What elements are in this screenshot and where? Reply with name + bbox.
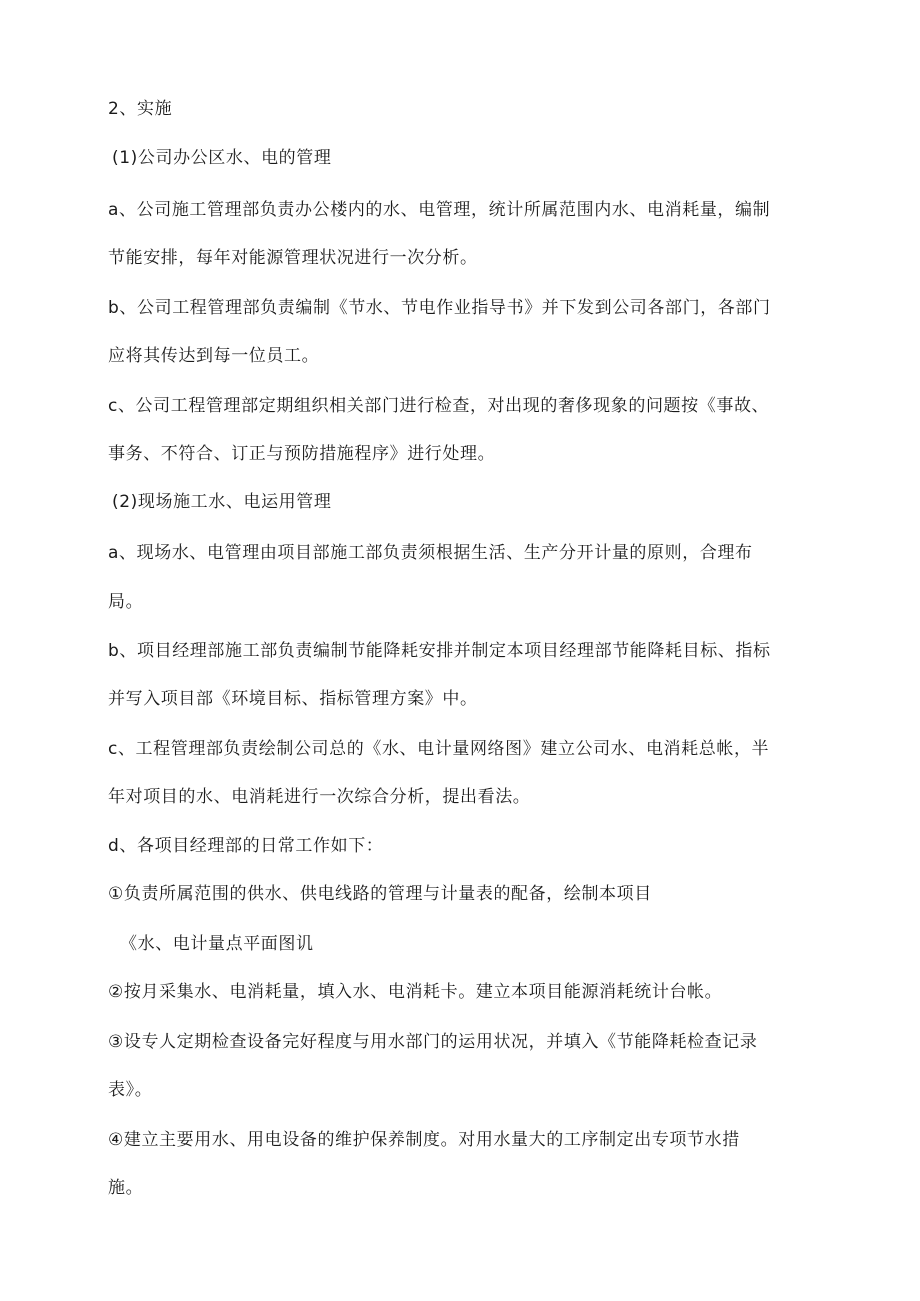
paragraph-line: b、公司工程管理部负责编制《节水、节电作业指导书》并下发到公司各部门，各部门	[108, 298, 771, 318]
paragraph-line: 年对项目的水、电消耗进行一次综合分析，提出看法。	[108, 787, 531, 807]
paragraph-line: d、各项目经理部的日常工作如下：	[108, 836, 384, 856]
paragraph-line: 并写入项目部《环境目标、指标管理方案》中。	[108, 689, 478, 709]
paragraph-line: 节能安排，每年对能源管理状况进行一次分析。	[108, 248, 478, 268]
section-heading: 2、实施	[108, 99, 173, 119]
list-item-continuation: 表》。	[108, 1080, 153, 1100]
paragraph-line: 应将其传达到每一位员工。	[108, 346, 320, 366]
subsection-heading: (1)公司办公区水、电的管理	[112, 148, 332, 168]
list-item-continuation: 施。	[108, 1178, 144, 1198]
list-item: ③设专人定期检查设备完好程度与用水部门的运用状况，并填入《节能降耗检查记录	[108, 1032, 758, 1052]
paragraph-line: c、公司工程管理部定期组织相关部门进行检查，对出现的奢侈现象的问题按《事故、	[108, 396, 770, 416]
paragraph-line: c、工程管理部负责绘制公司总的《水、电计量网络图》建立公司水、电消耗总帐，半	[108, 739, 770, 759]
paragraph-line: b、项目经理部施工部负责编制节能降耗安排并制定本项目经理部节能降耗目标、指标	[108, 641, 771, 661]
list-item: ①负责所属范围的供水、供电线路的管理与计量表的配备，绘制本项目	[108, 884, 652, 904]
paragraph-line: 局。	[108, 592, 144, 612]
list-item: ④建立主要用水、用电设备的维护保养制度。对用水量大的工序制定出专项节水措	[108, 1130, 740, 1150]
paragraph-line: a、公司施工管理部负责办公楼内的水、电管理，统计所属范围内水、电消耗量，编制	[108, 200, 771, 220]
subsection-heading: (2)现场施工水、电运用管理	[112, 492, 332, 512]
paragraph-line: 事务、不符合、订正与预防措施程序》进行处理。	[108, 444, 496, 464]
list-item: ②按月采集水、电消耗量，填入水、电消耗卡。建立本项目能源消耗统计台帐。	[108, 982, 723, 1002]
list-item-continuation: 《水、电计量点平面图讥	[120, 934, 314, 954]
paragraph-line: a、现场水、电管理由项目部施工部负责须根据生活、生产分开计量的原则，合理布	[108, 543, 753, 563]
